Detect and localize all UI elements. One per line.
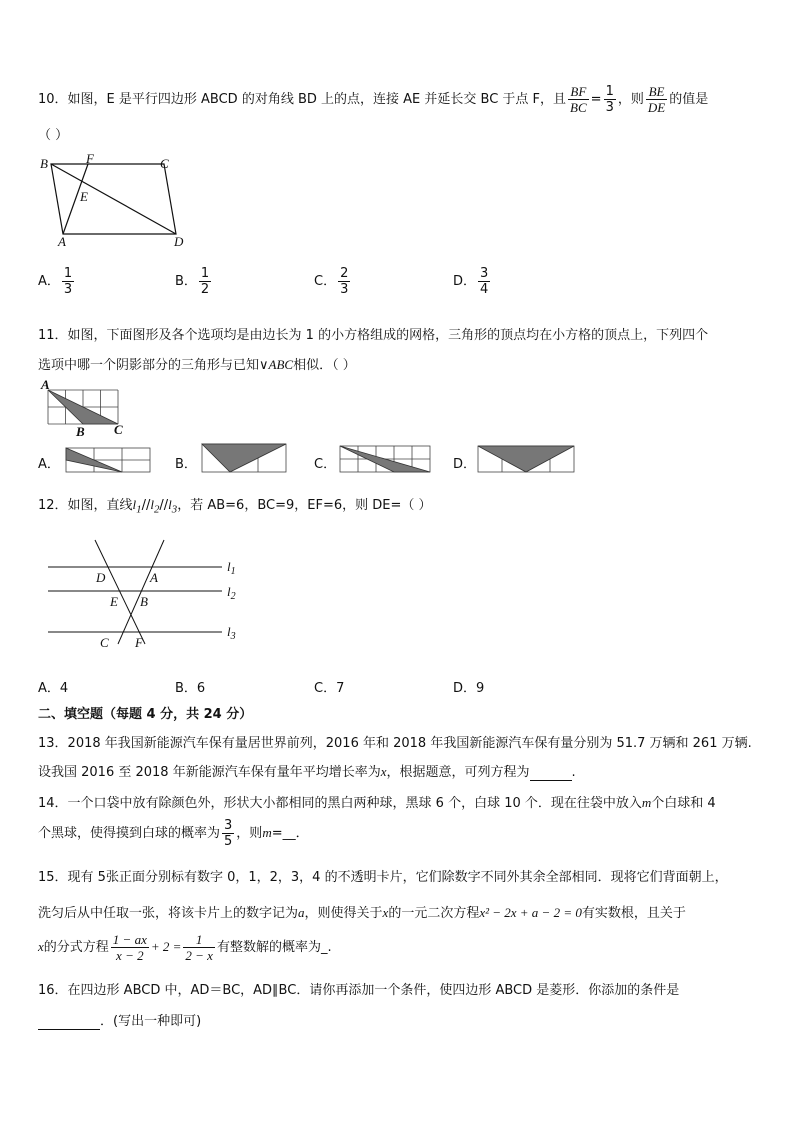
label-b: B [140, 594, 148, 609]
q12-parallel-lines-figure [44, 536, 254, 656]
question-13-line-1: 13．2018 年我国新能源汽车保有量居世界前列，2016 年和 2018 年我国新能源汽车保有量分别为 51.7 万辆和 261 万辆. [38, 736, 752, 751]
q11-option-a-grid[interactable] [62, 444, 157, 476]
q11-option-d-grid[interactable] [474, 442, 578, 476]
q11-option-b-label[interactable]: B． [175, 457, 197, 472]
q12-option-d[interactable]: D．9 [453, 681, 485, 696]
q11-option-c-grid[interactable] [336, 442, 436, 476]
q11-option-c-label[interactable]: C． [314, 457, 337, 472]
label-a: A [41, 377, 50, 392]
label-b: B [76, 424, 85, 439]
label-f: F [86, 151, 94, 166]
label-e: E [80, 189, 88, 204]
q12-option-a[interactable]: A．4 [38, 681, 69, 696]
section-2-title: 二、填空题（每题 4 分，共 24 分） [38, 707, 253, 722]
question-11-line-2: 选项中哪一个阴影部分的三角形与已知∨ABC相似．（ ） [38, 357, 356, 373]
question-14-line-2: 个黑球，使得摸到白球的概率为 $\frac{3}{5}$ ，则m=__． [38, 818, 309, 849]
q10-option-c[interactable]: C． $\frac{2}{3}$ [314, 266, 349, 297]
q11-option-d-label[interactable]: D． [453, 457, 477, 472]
label-b: B [40, 156, 48, 171]
question-10-stem: 10．如图，E 是平行四边形 ABCD 的对角线 BD 上的点，连接 AE 并延长交 BC 于点 F，且 $\frac{BF}{BC}$ = $\frac{1}{3}$ ，则 $\frac{BE}{DE}$ 的值是 [38, 84, 709, 115]
question-14-line-1: 14．一个口袋中放有除颜色外，形状大小都相同的黑白两种球，黑球 6 个，白球 10 个．现在往袋中放入m个白球和 4 [38, 795, 716, 811]
label-c: C [100, 635, 109, 650]
q10-option-a[interactable]: A． $\frac{1}{3}$ [38, 266, 73, 297]
question-15-line-3: x的分式方程 $\frac{1 - ax}{x - 2}$ + 2 = $\frac{1}{2 - x}$ 有整数解的概率为_. [38, 932, 332, 963]
question-12-stem: 12．如图，直线$l_1//l_2//l_3$，若 AB=6，BC=9，EF=6，则 DE=（ ） [38, 497, 432, 516]
label-l2: $l_2$ [227, 584, 236, 602]
label-a: A [150, 570, 158, 585]
fraction-be-de: $\frac{BE}{DE}$ [647, 84, 666, 115]
q12-option-b[interactable]: B．6 [175, 681, 206, 696]
label-l1: $l_1$ [227, 559, 236, 577]
fraction-bf-bc: $\frac{BF}{BC}$ [570, 84, 587, 115]
question-13-line-2: 设我国 2016 至 2018 年新能源汽车保有量年平均增长率为x，根据题意，可列方程为 . [38, 764, 576, 780]
question-16-line-2: ．(写出一种即可) [38, 1010, 201, 1030]
label-d: D [174, 234, 184, 249]
q10-option-b[interactable]: B． $\frac{1}{2}$ [175, 266, 210, 297]
question-15-line-2: 洗匀后从中任取一张，将该卡片上的数字记为a，则使得关于x的一元二次方程x² − 2x + a − 2 = 0有实数根，且关于 [38, 905, 686, 921]
q11-option-a-label[interactable]: A． [38, 457, 60, 472]
label-l3: $l_3$ [227, 624, 236, 642]
question-15-line-1: 15．现有 5张正面分别标有数字 0，1，2，3，4 的不透明卡片，它们除数字不同外其余全部相同．现将它们背面朝上， [38, 870, 728, 885]
question-16-line-1: 16．在四边形 ABCD 中，AD＝BC，AD∥BC．请你再添加一个条件，使四边形 ABCD 是菱形．你添加的条件是 [38, 983, 680, 998]
label-e: E [110, 594, 118, 609]
label-d: D [96, 570, 106, 585]
question-11-line-1: 11．如图，下面图形及各个选项均是由边长为 1 的小方格组成的网格，三角形的顶点均在小方格的顶点上，下列四个 [38, 328, 709, 343]
label-f: F [135, 635, 143, 650]
answer-blank[interactable] [38, 1014, 100, 1030]
q11-option-b-grid[interactable] [198, 440, 293, 476]
q11-reference-grid [38, 377, 128, 439]
fraction-one-third: $\frac{1}{3}$ [605, 84, 614, 115]
label-c: C [114, 422, 123, 437]
q10-option-d[interactable]: D． $\frac{3}{4}$ [453, 266, 489, 297]
answer-blank[interactable] [530, 765, 572, 781]
label-a: A [58, 234, 66, 249]
q12-option-c[interactable]: C．7 [314, 681, 345, 696]
question-10-paren: （ ） [38, 128, 69, 143]
q10-parallelogram-figure [36, 152, 196, 252]
label-c: C [160, 156, 169, 171]
